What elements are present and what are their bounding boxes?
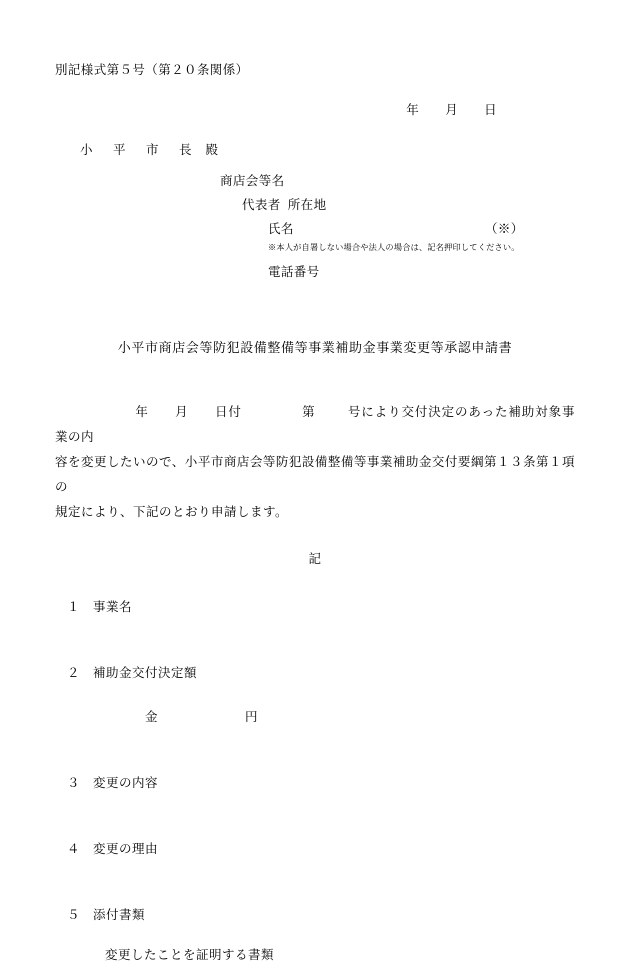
address-label: 所在地 <box>287 197 327 212</box>
amount-currency-label: 金 <box>145 710 159 724</box>
applicant-org-row <box>220 170 575 194</box>
addressee-honorific: 殿 <box>205 143 219 157</box>
phone-label: 電話番号 <box>268 265 320 280</box>
applicant-phone-row <box>220 261 575 285</box>
applicant-name-row <box>220 218 575 242</box>
body-year-label: 年 <box>135 405 149 419</box>
item-number: ４ <box>67 842 81 856</box>
item-label: 事業名 <box>93 600 133 614</box>
body-line-2: 容を変更したいので、小平市商店会等防犯設備整備等事業補助金交付要綱第１３条第１項の <box>55 455 575 494</box>
body-docno-prefix: 第 <box>301 405 316 419</box>
item-label: 変更の内容 <box>93 776 159 790</box>
representative-label: 代表者 <box>242 197 281 212</box>
body-paragraph <box>55 400 575 525</box>
item-number: ２ <box>67 666 81 680</box>
body-day-label: 日付 <box>214 405 242 419</box>
org-name-label: 商店会等名 <box>220 174 285 188</box>
date-day-label: 日 <box>484 103 497 117</box>
addressee-name: 小 平 市 長 <box>80 143 196 157</box>
date-year-label: 年 <box>406 103 420 117</box>
applicant-block <box>55 170 575 241</box>
item-label: 変更の理由 <box>93 842 159 856</box>
body-line-3: 規定により、下記のとおり申請します。 <box>55 505 289 519</box>
date-line <box>55 100 575 118</box>
items-list <box>55 597 575 963</box>
amount-unit-label: 円 <box>245 710 259 724</box>
list-item <box>55 839 575 857</box>
ki-heading: 記 <box>308 552 322 566</box>
item-attachment-note: 変更したことを証明する書類 <box>105 948 275 962</box>
list-item <box>55 597 575 615</box>
item-amount-row <box>67 707 575 725</box>
addressee <box>55 140 575 158</box>
applicant-phone-block <box>55 261 575 285</box>
document-title: 小平市商店会等防犯設備整備等事業補助金事業変更等承認申請書 <box>117 340 513 355</box>
seal-note: ※本人が自署しない場合や法人の場合は、記名押印してください。 <box>268 243 520 253</box>
list-item <box>55 773 575 791</box>
applicant-representative-row <box>220 194 575 218</box>
name-label: 氏名 <box>268 221 294 236</box>
list-item <box>55 663 575 725</box>
date-month-label: 月 <box>445 103 459 117</box>
body-docno-suffix: 号により交付決定のあった補助対象事業の内 <box>55 405 575 444</box>
item-label: 補助金交付決定額 <box>93 666 198 680</box>
item-label: 添付書類 <box>93 908 146 922</box>
list-item <box>55 905 575 963</box>
body-month-label: 月 <box>174 405 189 419</box>
item-number: ３ <box>67 776 81 790</box>
item-number: １ <box>67 600 81 614</box>
item-number: ５ <box>67 908 81 922</box>
seal-mark: （※） <box>485 221 524 236</box>
form-number: 別記様式第５号（第２０条関係） <box>55 63 249 77</box>
